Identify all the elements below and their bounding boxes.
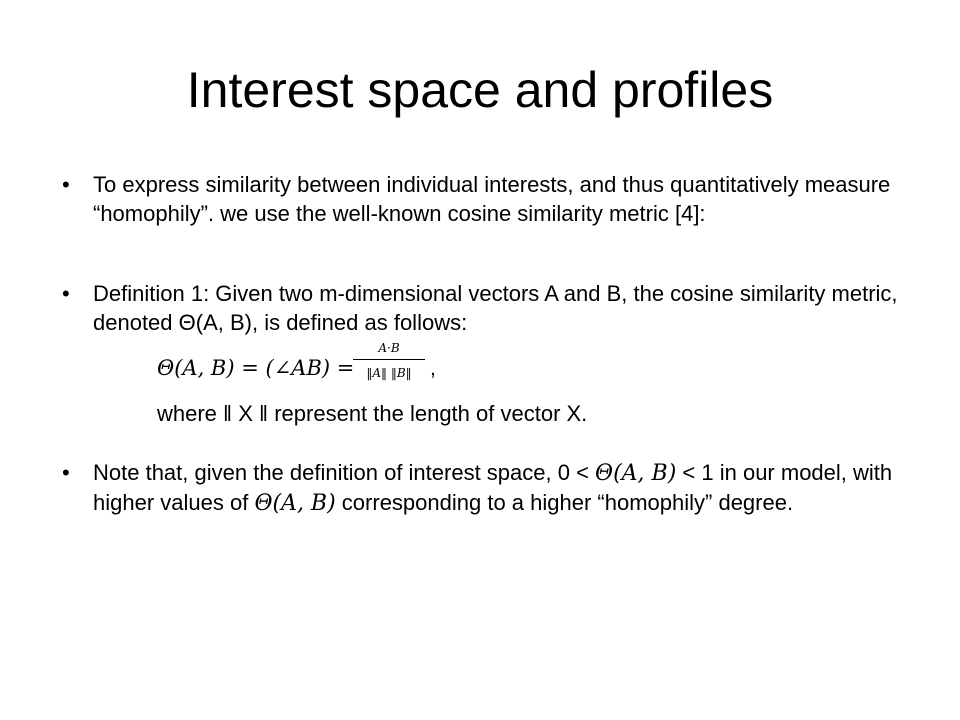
bullet-marker: • — [62, 460, 70, 485]
bullet-text-part1: Note that, given the definition of interest space, 0 < — [93, 460, 596, 485]
bullet-marker: • — [62, 172, 70, 197]
bullet-text: To express similarity between individual interests, and thus quantitatively measure “homophily”. we use the well-known cosine similarity metric [4]: — [93, 172, 891, 226]
slide-title: Interest space and profiles — [186, 62, 774, 118]
theta-expression: Θ(A, B) — [595, 461, 677, 486]
bullet-list — [62, 170, 902, 518]
bullet-item-definition — [62, 279, 902, 337]
bullet-item-note — [62, 458, 902, 518]
bullet-marker: • — [62, 281, 70, 306]
bullet-text: Definition 1: Given two m-dimensional vectors A and B, the cosine similarity metric, denoted Θ(A, B), is defined as follows: — [93, 281, 898, 335]
formula-numerator: A·B — [378, 341, 400, 355]
fraction-bar — [353, 359, 425, 360]
cosine-formula — [62, 340, 902, 392]
formula-lhs: Θ(A, B) = (∠AB) = — [157, 356, 355, 380]
formula-denominator: ‖A‖ ‖B‖ — [366, 366, 412, 380]
bullet-item-similarity — [62, 170, 902, 228]
formula-trailing-comma: , — [430, 357, 436, 380]
formula-fraction — [353, 340, 425, 381]
theta-expression: Θ(A, B) — [254, 491, 336, 516]
bullet-text-part2: < 1 in our model, with higher values of — [93, 460, 893, 515]
bullet-text-part3: corresponding to a higher “homophily” degree. — [335, 490, 794, 515]
formula-where-clause: where ‖ X ‖ represent the length of vector X. — [157, 401, 588, 426]
